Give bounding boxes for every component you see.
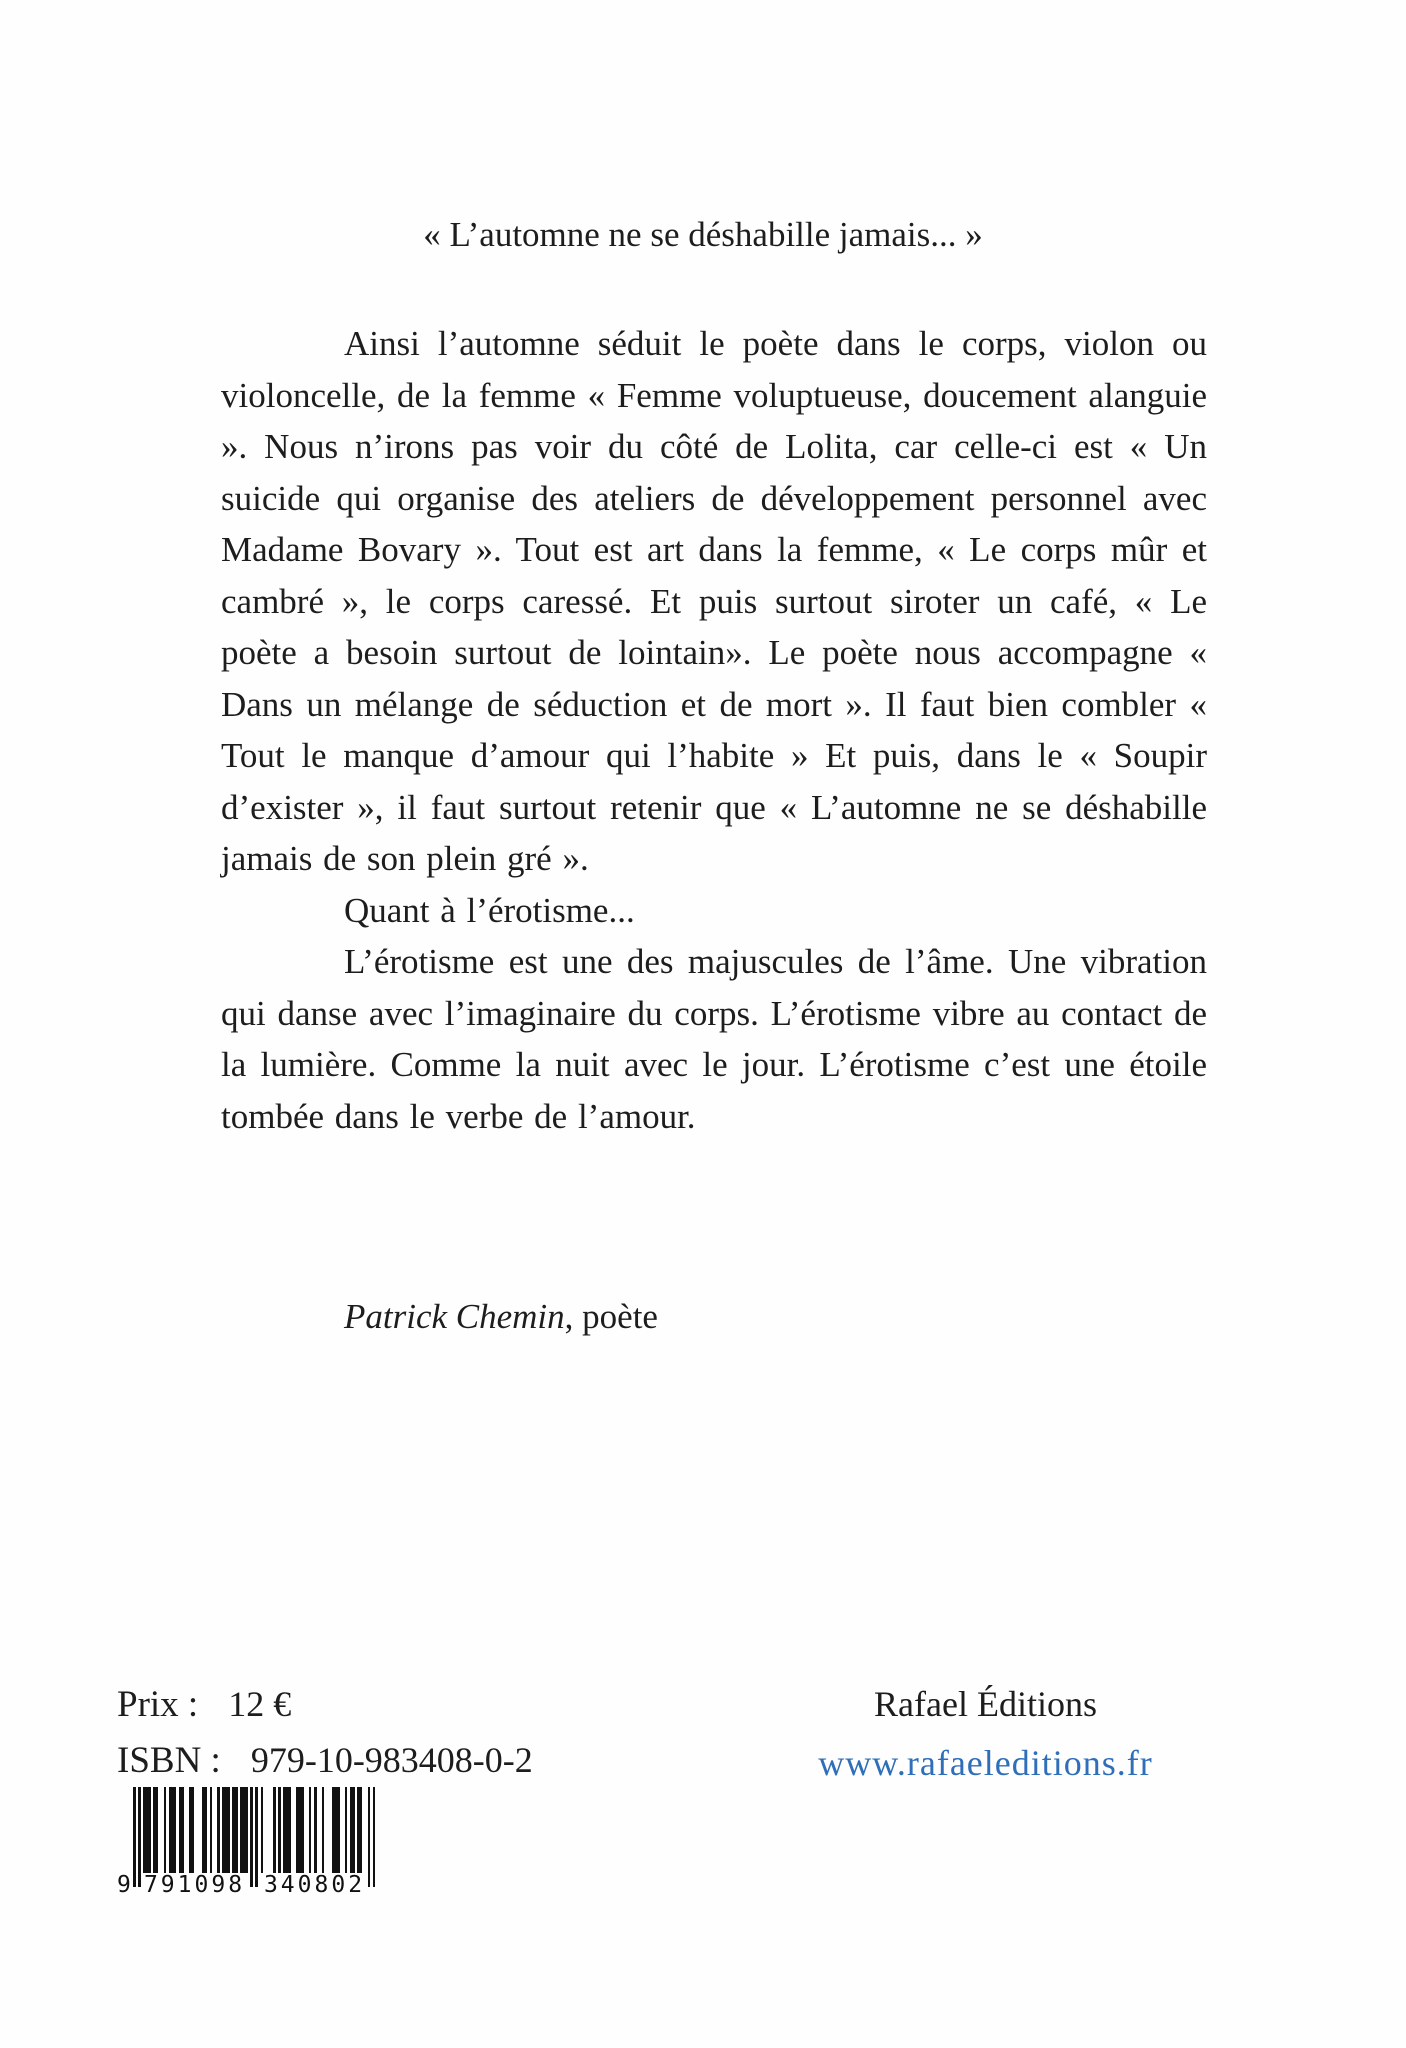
- barcode-digits-right: 340802: [263, 1872, 366, 1898]
- body-text: [221, 318, 1207, 1142]
- isbn-label: ISBN :: [117, 1740, 221, 1781]
- barcode-digits-left: 791098: [143, 1872, 246, 1898]
- price-value: 12 €: [228, 1684, 292, 1724]
- price-row: [117, 1680, 291, 1729]
- top-quote: « L’automne ne se déshabille jamais... »: [423, 215, 983, 254]
- paragraph-erotisme: L’érotisme est une des majuscules de l’âme. Une vibration qui danse avec l’imaginaire du corps. L’érotisme vibre au contact de la lumière. Comme la nuit avec le jour. L’érotisme c’est une étoile tombée dans le verbe de l’amour.: [221, 942, 1207, 1136]
- isbn-barcode: [117, 1787, 387, 1901]
- barcode-digit-first: 9: [117, 1872, 131, 1898]
- author-name: Patrick Chemin: [344, 1297, 565, 1336]
- isbn-row: [117, 1736, 533, 1785]
- website-link[interactable]: www.rafaeleditions.fr: [818, 1743, 1153, 1783]
- publisher-name: Rafael Éditions: [874, 1684, 1097, 1724]
- author-line: [344, 1291, 658, 1343]
- price-label: Prix :: [117, 1684, 199, 1725]
- paragraph-erotisme-intro: Quant à l’érotisme...: [344, 890, 635, 930]
- isbn-value: 979-10-983408-0-2: [250, 1740, 533, 1780]
- author-role: , poète: [564, 1297, 658, 1336]
- paragraph-main: Ainsi l’automne séduit le poète dans le corps, violon ou violoncelle, de la femme « Femme voluptueuse, doucement alanguie ». Nous n’irons pas voir du côté de Lolita, car celle-ci est « Un suicide qui organise des ateliers de développement personnel avec Madame Bovary ». Tout est art dans la femme, « Le corps mûr et cambré », le corps caressé. Et puis surtout siroter un café, « Le poète a besoin surtout de lointain». Le poète nous accompagne « Dans un mélange de séduction et de mort ». Il faut bien combler « Tout le manque d’amour qui l’habite » Et puis, dans le « Soupir d’exister », il faut surtout retenir que « L’automne ne se déshabille jamais de son plein gré ».: [221, 324, 1207, 878]
